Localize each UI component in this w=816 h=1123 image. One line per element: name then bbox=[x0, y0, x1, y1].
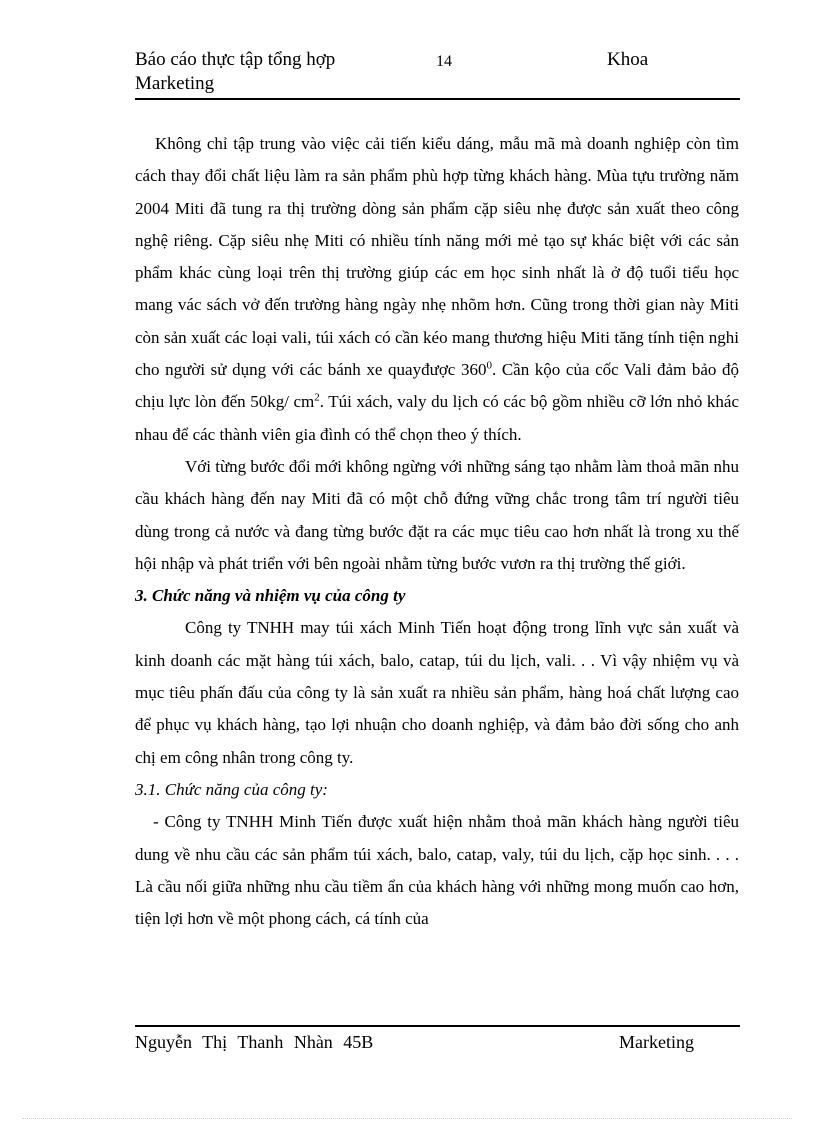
superscript-square: 2 bbox=[314, 391, 320, 404]
header-faculty: Khoa bbox=[607, 49, 649, 70]
section-heading-3: 3. Chức năng và nhiệm vụ của công ty bbox=[135, 586, 406, 606]
page-edge-divider bbox=[22, 1118, 792, 1119]
page-number: 14 bbox=[436, 53, 452, 70]
paragraph-text: . Túi xách, valy du lịch có các bộ gồm nhiều cỡ lớn nhỏ khác nhau để các thành viên gia đình có thể chọn theo ý thích. bbox=[135, 392, 739, 444]
paragraph-text: . Cần kộo của cốc Vali đảm bảo độ chịu lực lòn đến 50kg/ cm bbox=[135, 360, 739, 412]
footer-author: Nguyễn Thị Thanh Nhàn 45B bbox=[135, 1032, 374, 1052]
document-body bbox=[135, 128, 739, 935]
paragraph-product-innovation bbox=[135, 128, 739, 451]
header-title: Báo cáo thực tập tổng hợp Marketing bbox=[135, 49, 336, 94]
paragraph-market-position: Với từng bước đổi mới không ngừng với những sáng tạo nhằm làm thoả mãn nhu cầu khách hàng đến nay Miti đã có một chỗ đứng vững chắc trong tâm trí người tiêu dùng trong cả nước và đang từng bước đặt ra các mục tiêu cao hơn nhất là trong xu thế hội nhập và phát triển với bên ngoài nhằm từng bước vươn ra thị trường thế giới. bbox=[135, 456, 739, 573]
footer-department: Marketing bbox=[619, 1032, 694, 1052]
paragraph-company-mission: Công ty TNHH may túi xách Minh Tiến hoạt động trong lĩnh vực sản xuất và kinh doanh các mặt hàng túi xách, balo, catap, túi du lịch, vali. . . Vì vậy nhiệm vụ và mục tiêu phấn đấu của công ty là sản xuất ra nhiều sản phẩm, hàng hoá chất lượng cao để phục vụ khách hàng, tạo lợi nhuận cho doanh nghiệp, và đảm bảo đời sống cho anh chị em công nhân trong công ty. bbox=[135, 618, 739, 767]
subsection-heading-3-1: 3.1. Chức năng của công ty: bbox=[135, 779, 328, 799]
paragraph-company-function: - Công ty TNHH Minh Tiến được xuất hiện nhằm thoả mãn khách hàng người tiêu dung về nhu cầu các sản phẩm túi xách, balo, catap, valy, túi du lịch, cặp học sinh. . . . Là cầu nối giữa những nhu cầu tiềm ẩn của khách hàng với những mong muốn cao hơn, tiện lợi hơn về một phong cách, cá tính của bbox=[135, 812, 739, 929]
superscript-degree: 0 bbox=[486, 359, 492, 372]
footer-rule bbox=[135, 1025, 740, 1027]
paragraph-text: Không chỉ tập trung vào việc cải tiến kiểu dáng, mẫu mã mà doanh nghiệp còn tìm cách thay đổi chất liệu làm ra sản phẩm phù hợp từng khách hàng. Mùa tựu trường năm 2004 Miti đã tung ra thị trường dòng sản phẩm cặp siêu nhẹ được sản xuất theo công nghệ riêng. Cặp siêu nhẹ Miti có nhiều tính năng mới mẻ tạo sự khác biệt với các sản phẩm khác cùng loại trên thị trường giúp các em học sinh nhất là ở độ tuổi tiểu học mang vác sách vở đến trường hàng ngày nhẹ nhõm hơn. Cũng trong thời gian này Miti còn sản xuất các loại vali, túi xách có cần kéo mang thương hiệu Miti tăng tính tiện nghi cho người sử dụng với các bánh xe quayđược 360 bbox=[135, 134, 739, 380]
header-rule bbox=[135, 98, 740, 100]
